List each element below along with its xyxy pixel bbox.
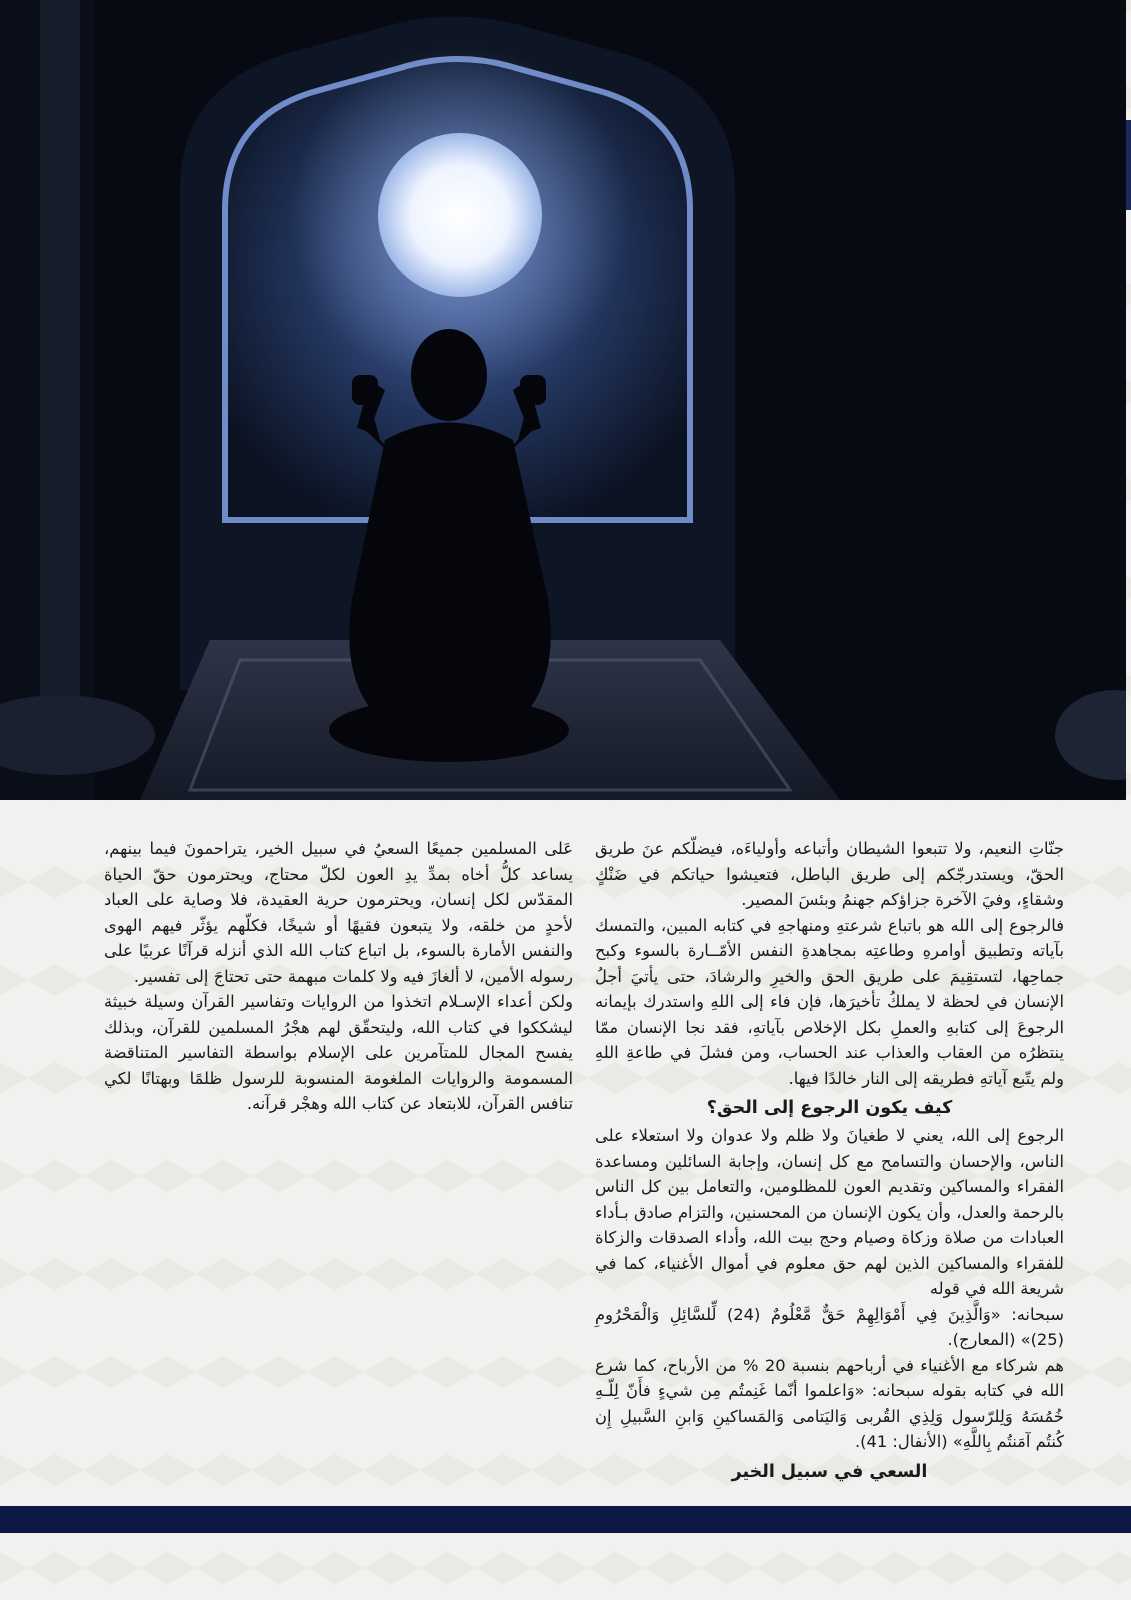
col2-paragraph-1: سبحانه: «وَالَّذِينَ فِي أَمْوَالِهِمْ حَقٌّ مَّعْلُومٌ (24) لِّلسَّائِلِ وَالْمَحْرُومِ (25)» (المعارج). [595, 1304, 1064, 1349]
footer-band [0, 1506, 1131, 1533]
article-body [104, 836, 1064, 1496]
section-heading-striving-for-good: السعي في سبيل الخير [731, 1461, 928, 1482]
col1-paragraph-1: جنّاتِ النعيم، ولا تتبعوا الشيطان وأتباعه وأولياءَه، فيضلّكم عنَ طريق الحقّ، ويستدرجّكم إلى طريق الباطل، فتعيشوا حياتكم في ضَنْكٍ وشقاءٍ، وفيَ الآخرة جزاؤكم جهنمُ وبئسَ المصير. [595, 839, 1064, 909]
section-heading-return-to-truth: كيف يكون الرجوع إلى الحق؟ [706, 1098, 953, 1118]
col2-paragraph-2: هم شركاء مع الأغنياء في أرباحهم بنسبة 20 % من الأرباح، كما شرع الله في كتابه بقوله سبحانه: «وَاعلموا أنّما غَنِمتُم مِن شيءٍ فأَنّ لِلّـهِ خُمُسَهُ وَلِلرّسول وَلِذِي القُربى وَاليَتامى وَالمَساكينِ وَابنِ السَّبيلِ إِن كُنتُم آمَنتُم بِاللَّهِ» (الأنفال: 41). [595, 1355, 1064, 1451]
praying-figure [329, 329, 569, 762]
mosque-prayer-illustration [0, 0, 1126, 800]
hero-photo [0, 0, 1126, 800]
col1-paragraph-2: فالرجوع إلى الله هو باتباع شرعتهِ ومنهاجهِ في كتابه المبين، والتمسك بآياته وتطبيق أوامرهِ وطاعتِه بمجاهدةِ النفس الأمّــارة بالسوء وكبح جماحِها، لتستقِيمَ على طريق الحق والخيرِ والرشادَ، حتى يأتيَ أجلُ الإنسان في لحظة لا يملكُ تأخيرَها، فإن فاء إلى اللهِ واستدرك بإيمانه الرجوعَ إلى كتابهِ والعملِ بكل الإخلاص بآياتهِ، فقد نجا الإنسان ممّا ينتظرُه من العقاب والعذاب عند الحساب، ومن فشلَ في طاعةِ اللهِ ولم يتّبع آياتهِ فطريقه إلى النار خالدًا فيها. [595, 915, 1064, 1088]
edge-accent-bar [1126, 120, 1131, 210]
col2-paragraph-4: ولكن أعداء الإسـلام اتخذوا من الروايات وتفاسير القرآن وسيلة خبيثة ليشككوا في كتاب الله، وليتحقّق لهم هجْرُ المسلمين للقرآن، وبذلك يفسح المجال للمتآمرين على الإسلام بواسطة التفاسير المتناقضة المسمومة والروايات الملغومة المنسوبة للرسول ظلمًا وبهتانًا لكي تنافس القرآن، للابتعاد عن كتاب الله وهجْر قرآنه. [104, 992, 573, 1113]
col1-paragraph-3: الرجوع إلى الله، يعني لا طغيانَ ولا ظلم ولا عدوان ولا استعلاء على الناس، والإحسان والتسامح مع كل إنسان، وإجابة السائلين ومساعدة الفقراء والمساكين وتقديم العون للمظلومين، والتعامل بين كل الناس بالرحمة والعدل، وأن يكون الإنسان من المحسنين، والتزام صادق بـأداء العبادات من صلاة وزكاة وصيام وحج بيت الله، وأداء الصدقات والزكاة للفقراء والمساكين الذين لهم حق معلوم في أموال الأغنياء، كما في شريعة الله في قوله [595, 1126, 1064, 1298]
moon [378, 133, 542, 297]
col2-paragraph-3: عَلى المسلمين جميعًا السعيُ في سبيل الخير، يتراحمونَ فيما بينهم، يساعد كلُّ أخاه بمدِّ يدِ العون لكلّ محتاج، ويحترمون حقّ الحياة المقدّس لكل إنسان، ويحترمون حرية العقيدة، فلا وصاية على العباد لأحدٍ من خلقه، ولا يتبعون فقيهًا أو شيخًا، فكلّهم يؤثّر فيهم الهوى والنفس الأمارة بالسوء، بل اتباع كتاب الله الذي أنزله قرآنًا عربيًا على رسوله الأمين، لا ألغازَ فيه ولا كلمات مبهمة حتى تحتاجَ إلى تفسير. [104, 839, 573, 986]
